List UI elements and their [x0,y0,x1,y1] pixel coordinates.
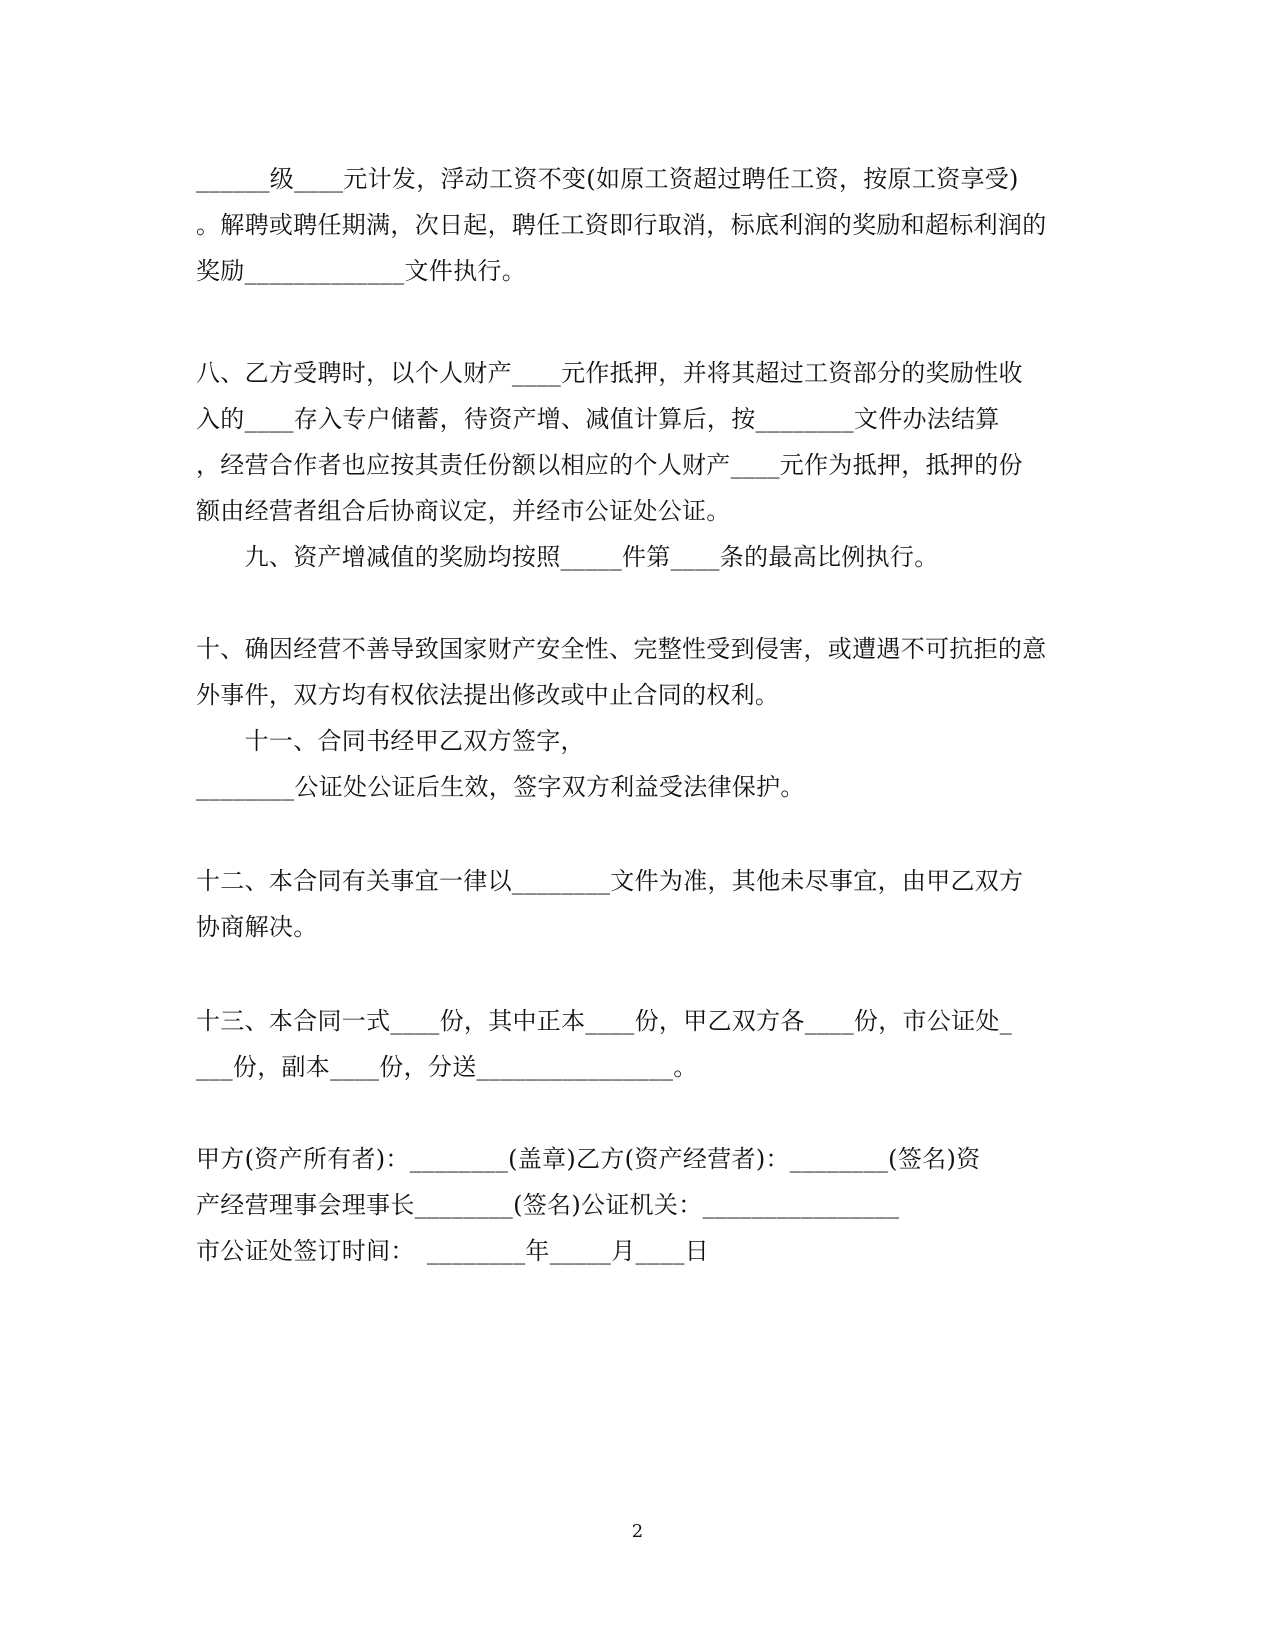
text-line: 额由经营者组合后协商议定，并经市公证处公证。 [196,497,731,525]
text-line: 十一、合同书经甲乙双方签字， [196,727,585,755]
text-line: ______级____元计发，浮动工资不变(如原工资超过聘任工资，按原工资享受) [196,165,1019,193]
text-line: 八、乙方受聘时，以个人财产____元作抵押，并将其超过工资部分的奖励性收 [196,359,1023,387]
text-line: ___份，副本____份，分送________________。 [196,1053,698,1081]
text-line: ________公证处公证后生效，签字双方利益受法律保护。 [196,773,805,801]
text-line: ，经营合作者也应按其责任份额以相应的个人财产____元作为抵押，抵押的份 [196,451,1023,479]
signature-line: 甲方(资产所有者)：________(盖章)乙方(资产经营者)：________(签名)资 [196,1145,981,1173]
text-line: 入的____存入专户储蓄，待资产增、减值计算后，按________文件办法结算 [196,405,1000,433]
text-line: 协商解决。 [196,913,318,941]
text-line: 九、资产增减值的奖励均按照_____件第____条的最高比例执行。 [196,543,939,571]
text-line: 。解聘或聘任期满，次日起，聘任工资即行取消，标底利润的奖励和超标利润的 [196,211,1047,239]
page-number: 2 [631,1521,644,1542]
text-line: 十二、本合同有关事宜一律以________文件为准，其他未尽事宜，由甲乙双方 [196,867,1024,895]
signature-line: 产经营理事会理事长________(签名)公证机关：________________ [196,1191,900,1219]
text-line: 奖励_____________文件执行。 [196,257,526,285]
signing-date-line: 市公证处签订时间： ________年_____月____日 [196,1237,709,1265]
text-line: 外事件，双方均有权依法提出修改或中止合同的权利。 [196,681,780,709]
text-line: 十三、本合同一式____份，其中正本____份，甲乙双方各____份，市公证处_ [196,1007,1012,1035]
text-line: 十、确因经营不善导致国家财产安全性、完整性受到侵害，或遭遇不可抗拒的意 [196,635,1047,663]
